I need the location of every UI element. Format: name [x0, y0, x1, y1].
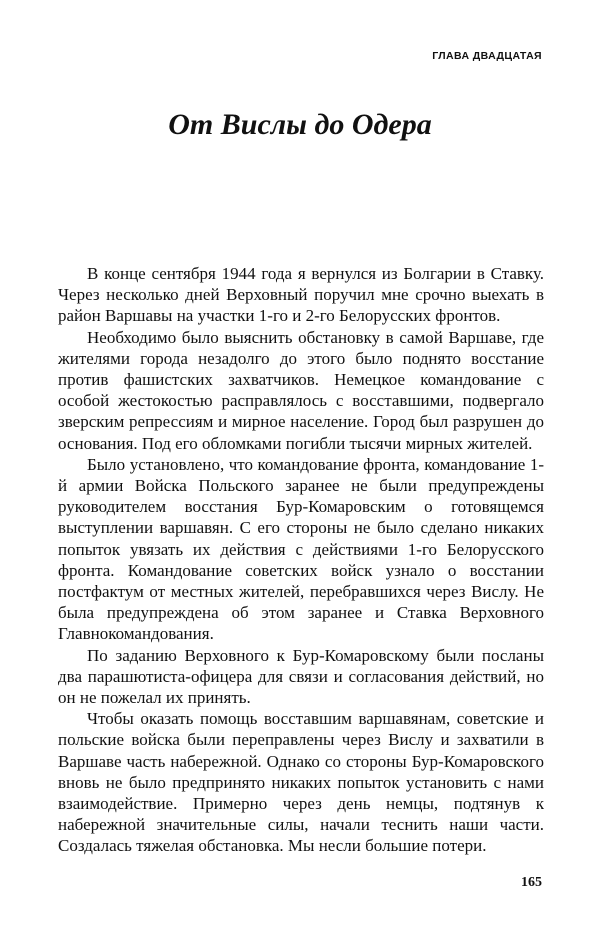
chapter-title: От Вислы до Одера: [168, 108, 432, 141]
paragraph-1: В конце сентября 1944 года я вернулся из Болгарии в Ставку. Через несколько дней Верховный поручил мне срочно выехать в район Варшавы на участки 1-го и 2-го Белорусских фронтов.: [58, 264, 544, 326]
paragraph-3: Было установлено, что командование фронта, командование 1-й армии Войска Польского заранее не были предупреждены руководителем восстания Бур-Комаровским о готовящемся выступлении варшавян. С его стороны не было сделано никаких попыток увязать их действия с действиями 1-го Белорусского фронта. Командование советских войск узнало о восстании постфактум от местных жителей, перебравшихся через Вислу. Не была предупреждена об этом заранее и Ставка Верховного Главнокомандования.: [58, 454, 544, 644]
body-text: [58, 263, 544, 857]
paragraph-5: Чтобы оказать помощь восставшим варшавянам, советские и польские войска были переправлены через Вислу и захватили в Варшаве часть набережной. Однако со стороны Бур-Комаровского вновь не было предпринято никаких попыток установить с нами взаимодействие. Примерно через день немцы, подтянув к набережной значительные силы, начали теснить наши части. Создалась тяжелая обстановка. Мы несли большие потери.: [58, 709, 544, 856]
paragraph-4: По заданию Верховного к Бур-Комаровскому были посланы два парашютиста-офицера для связи и согласования действий, но он не пожелал их принять.: [58, 645, 544, 708]
paragraph-2: Необходимо было выяснить обстановку в самой Варшаве, где жителями города незадолго до этого было поднято восстание против фашистских захватчиков. Немецкое командование с особой жестокостью расправлялось с восставшими, подвергало зверским репрессиям и мирное население. Город был разрушен до основания. Под его обломками погибли тысячи мирных жителей.: [58, 327, 544, 453]
page-number: 165: [521, 875, 542, 890]
running-head: ГЛАВА ДВАДЦАТАЯ: [432, 50, 542, 62]
